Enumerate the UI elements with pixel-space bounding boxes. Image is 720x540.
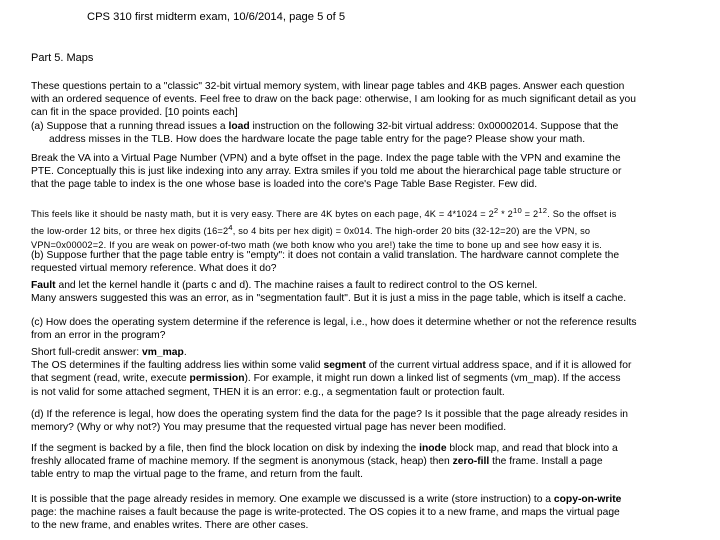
question-d-line: memory? (Why or why not?) You may presume that the requested virtual page has never been modified. [31,422,507,434]
intro-line: These questions pertain to a "classic" 32-bit virtual memory system, with linear page tables and 4KB pages. Answer each question [31,81,625,92]
answer-b-line [31,279,691,292]
answer-c-keyword: permission [189,373,245,385]
answer-a [31,152,691,192]
question-b-line: (b) Suppose further that the page table entry is "empty": it does not contain a valid translation. The hardware cannot complete the [31,250,620,261]
answer-a-line: that the page table to index is the one whose base is loaded into the core's Page Table Base Register. Few did. [31,179,538,191]
answer-d-line: to the new frame, and enables writes. There are other cases. [31,520,309,532]
answer-c-keyword: segment [323,360,366,372]
answer-d-text: If the segment is backed by a file, then find the block location on disk by indexing the [31,443,420,454]
answer-c-line [31,346,691,359]
question-b-line: requested virtual memory reference. What does it do? [31,263,277,275]
question-c-line: from an error in the program? [31,330,166,342]
question-c [31,316,691,342]
question-a-text: (a) Suppose that a running thread issues a [31,120,229,132]
intro-paragraph [31,80,691,146]
answer-d-text: the frame. Install a page [489,456,603,468]
question-d [31,408,691,434]
math-text: * 2 [498,209,513,220]
answer-c-text: of the current virtual address space, and if it is allowed for [365,360,632,372]
page-number: , page 5 of 5 [282,11,346,23]
math-text: This feels like it should be nasty math, but it is very easy. There are 4K bytes on each page, 4K = 4*1024 = 2 [31,209,494,220]
answer-a-line: Break the VA into a Virtual Page Number (VPN) and a byte offset in the page. Index the page table with the VPN and examine the [31,153,621,164]
exponent: 10 [512,206,522,215]
question-c-line: (c) How does the operating system determine if the reference is legal, i.e., how does it determine whether or not the reference results [31,317,637,328]
answer-d-line: page: the machine raises a fault because the page is write-protected. The OS copies it to a new frame, and maps the virtual page [31,507,620,519]
answer-b-text: and let the kernel handle it (parts c and d). The machine raises a fault to redirect control to the OS kernel. [55,280,538,291]
answer-d-line [31,442,691,455]
math-text: = 2 [521,209,539,220]
question-a-line: address misses in the TLB. How does the hardware locate the page table entry for the page? Please show your math. [49,133,586,145]
exam-title: CPS 310 first midterm exam, 10/6/2014 [87,11,283,23]
intro-line: can fit in the space provided. [10 points each] [31,107,238,119]
answer-b-line: Many answers suggested this was an error, as in "segmentation fault". But it is just a miss in the page table, which is itself a cache. [31,293,627,305]
answer-c-text: that segment (read, write, execute [31,373,190,385]
question-b [31,249,691,275]
answer-d-part2 [31,493,691,533]
answer-d-line [31,455,691,468]
answer-d-text: block map, and read that block into a [446,443,618,454]
answer-c-line: is not valid for some attached segment, THEN it is an error: e.g., a segmentation fault or protection fault. [31,386,505,398]
math-text: . So the offset is [547,209,617,220]
answer-d-line: table entry to map the virtual page to the frame, and return from the fault. [31,469,363,481]
math-text: the low-order 12 bits, or three hex digits (16=2 [31,226,229,237]
page-header [87,11,345,24]
answer-d-text: It is possible that the page already resides in memory. One example we discussed is a write (store instruction) to a [31,494,554,505]
question-a-bold: load [228,120,250,132]
answer-c-text: Short full-credit answer: [31,347,143,358]
answer-c-text: . [183,347,187,358]
answer-d-line [31,493,691,506]
answer-c-keyword: vm_map [142,347,184,358]
question-a-line [31,120,691,133]
math-line [31,221,691,238]
answer-c-line [31,359,691,372]
answer-d-keyword: zero-fill [452,456,490,468]
answer-d-keyword: copy-on-write [553,494,622,505]
answer-c-text: The OS determines if the faulting address lies within some valid [31,360,324,372]
answer-c-text: ). For example, it might run down a linked list of segments (vm_map). If the access [244,373,621,385]
exponent: 4 [228,223,233,233]
answer-b-keyword: Fault [31,280,56,291]
math-line: VPN=0x00002=2. If you are weak on power-of-two math (we both know who you are!) take the time to bone up and see how easy it is. [31,239,603,250]
question-a-text: instruction on the following 32-bit virtual address: 0x00002014. Suppose that the [249,120,619,132]
math-line [31,204,691,221]
answer-b [31,279,691,305]
part-heading: Part 5. Maps [31,52,94,64]
answer-a-line: PTE. Conceptually this is just like indexing into any array. Extra smiles if you told me about the hierarchical page table structure or [31,166,622,178]
answer-d-text: freshly allocated frame of machine memory. If the segment is anonymous (stack, heap) then [31,456,453,468]
math-text: , so 4 bits per hex digit) = 0x014. The high-order 20 bits (32-12=20) are the VPN, so [232,226,591,237]
question-d-line: (d) If the reference is legal, how does the operating system find the data for the page? Is it possible that the page already resides in [31,409,629,420]
intro-line: with an ordered sequence of events. Feel free to draw on the back page: otherwise, I am looking for as much significant detail as you [31,94,636,106]
answer-c [31,346,691,399]
answer-c-line [31,372,691,385]
exponent: 2 [493,206,499,215]
answer-d-keyword: inode [419,443,447,454]
math-explanation [31,204,691,252]
exponent: 12 [538,206,548,215]
answer-d-part1 [31,442,691,482]
